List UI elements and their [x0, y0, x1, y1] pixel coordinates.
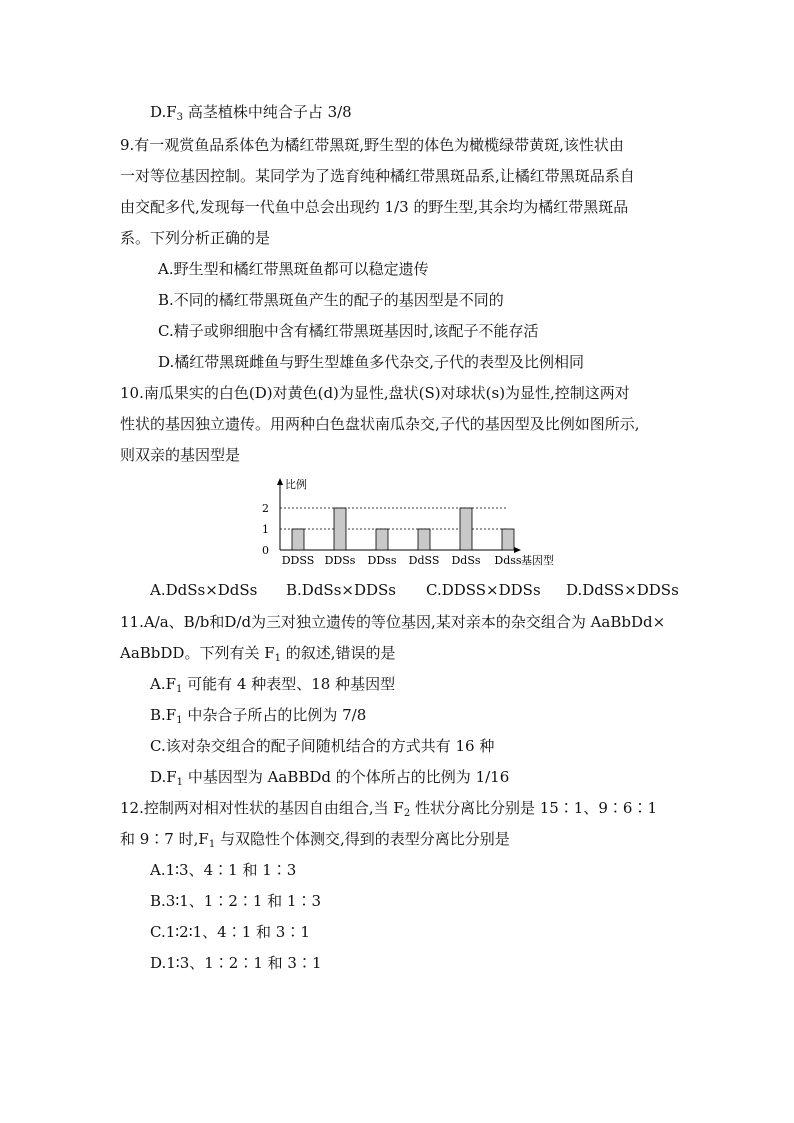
q9-stem-line-3: 由交配多代,发现每一代鱼中总会出现约 1/3 的野生型,其余均为橘红带黑斑品 — [120, 198, 629, 216]
y-tick-label-1: 1 — [262, 523, 269, 536]
q10-option-b: B.DdSs×DDSs — [286, 581, 396, 599]
y-axis-arrow — [277, 478, 283, 485]
subscript: 2 — [403, 808, 411, 819]
q11-option-d-text: D.F — [150, 768, 177, 786]
q12-stem-text-2: 和 9∶7 时,F — [120, 830, 209, 848]
q10-stem-line-2: 性状的基因独立遗传。用两种白色盘状南瓜杂交,子代的基因型及比例如图所示, — [120, 415, 640, 433]
x-tick-label-DDSS: DDSS — [281, 554, 315, 567]
q11-stem-line-1: 11.A/a、B/b和D/d为三对独立遗传的等位基因,某对亲本的杂交组合为 AaBbDd× — [120, 613, 666, 631]
q9-option-b: B.不同的橘红带黑斑鱼产生的配子的基因型是不同的 — [158, 291, 504, 309]
q11-option-d — [150, 767, 509, 787]
subscript: 1 — [176, 715, 183, 726]
q11-option-b-text: B.F — [150, 706, 177, 724]
q8-option-d-text-rest: 高茎植株中纯合子占 3/8 — [183, 103, 352, 121]
q11-stem-text-rest: 的叙述,错误的是 — [281, 644, 396, 662]
q9-option-a: A.野生型和橘红带黑斑鱼都可以稳定遗传 — [158, 260, 429, 278]
bar-DdSs — [460, 508, 472, 550]
y-tick-label-2: 2 — [262, 502, 269, 515]
q12-stem-line-1 — [120, 798, 657, 818]
x-axis-arrow — [514, 547, 521, 553]
q11-stem-text: AaBbDD。下列有关 F — [120, 644, 275, 662]
q12-stem-text: 12.控制两对相对性状的基因自由组合,当 F — [120, 799, 404, 817]
subscript: 1 — [208, 839, 216, 850]
subscript: 1 — [176, 777, 184, 788]
q11-option-a — [150, 674, 395, 694]
q9-stem-line-1: 9.有一观赏鱼品系体色为橘红带黑斑,野生型的体色为橄榄绿带黄斑,该性状由 — [120, 136, 624, 154]
q9-stem-line-2: 一对等位基因控制。某同学为了选育纯种橘红带黑斑品系,让橘红带黑斑品系自 — [120, 167, 635, 185]
q11-option-a-text-rest: 可能有 4 种表型、18 种基因型 — [182, 675, 396, 693]
x-tick-label-Ddss: Ddss — [494, 554, 522, 567]
x-tick-label-DdSs: DdSs — [451, 554, 481, 567]
q12-option-c: C.1∶2∶1、4∶1 和 3∶1 — [150, 923, 310, 941]
subscript: 1 — [176, 684, 183, 695]
x-tick-labels — [282, 554, 522, 567]
bar-DDSS — [292, 529, 304, 550]
bar-DDSs — [334, 508, 346, 550]
q9-option-c: C.精子或卵细胞中含有橘红带黑斑基因时,该配子不能存活 — [158, 322, 539, 340]
q9-stem-line-4: 系。下列分析正确的是 — [120, 229, 271, 247]
q11-option-b — [150, 705, 366, 725]
bar-DdSS — [418, 529, 430, 550]
q12-option-b: B.3∶1、1∶2∶1 和 1∶3 — [150, 892, 322, 910]
x-tick-label-DDSs: DDSs — [324, 554, 356, 567]
q11-option-a-text: A.F — [150, 675, 177, 693]
q8-option-d — [150, 102, 352, 122]
q10-option-d: D.DdSS×DDSs — [566, 581, 679, 599]
q10-option-c: C.DDSS×DDSs — [426, 581, 541, 599]
q11-option-c: C.该对杂交组合的配子间随机结合的方式共有 16 种 — [150, 737, 495, 755]
y-axis-label: 比例 — [285, 478, 307, 491]
q10-option-a: A.DdSs×DdSs — [150, 581, 258, 599]
subscript: 1 — [274, 653, 282, 664]
reference-lines — [280, 508, 507, 529]
q12-stem-line-2 — [120, 829, 510, 849]
x-tick-label-DdSS: DdSS — [408, 554, 440, 567]
q12-option-a: A.1∶3、4∶1 和 1∶3 — [150, 861, 297, 879]
q12-stem-text-2-rest: 与双隐性个体测交,得到的表型分离比分别是 — [215, 830, 510, 848]
q11-stem-line-2 — [120, 643, 396, 663]
q12-stem-text-rest: 性状分离比分别是 15∶1、9∶6∶1 — [410, 799, 657, 817]
y-tick-label-0: 0 — [262, 544, 269, 557]
q11-option-b-text-rest: 中杂合子所占的比例为 7/8 — [182, 706, 367, 724]
bar-DDss — [376, 529, 388, 550]
q10-stem-line-3: 则双亲的基因型是 — [120, 446, 241, 464]
bar-Ddss — [502, 529, 514, 550]
x-axis-label: 基因型 — [521, 554, 554, 567]
q10-stem-line-1: 10.南瓜果实的白色(D)对黄色(d)为显性,盘状(S)对球状(s)为显性,控制这两对 — [120, 384, 630, 402]
q8-option-d-text: D.F — [150, 103, 177, 121]
q11-option-d-text-rest: 中基因型为 AaBBDd 的个体所占的比例为 1/16 — [183, 768, 510, 786]
q9-option-d: D.橘红带黑斑雌鱼与野生型雄鱼多代杂交,子代的表型及比例相同 — [158, 353, 585, 371]
q12-option-d: D.1∶3、1∶2∶1 和 3∶1 — [150, 954, 322, 972]
subscript: 3 — [176, 112, 184, 123]
genotype-ratio-chart — [255, 472, 575, 572]
x-tick-label-DDss: DDss — [367, 554, 397, 567]
y-tick-labels — [262, 502, 269, 557]
